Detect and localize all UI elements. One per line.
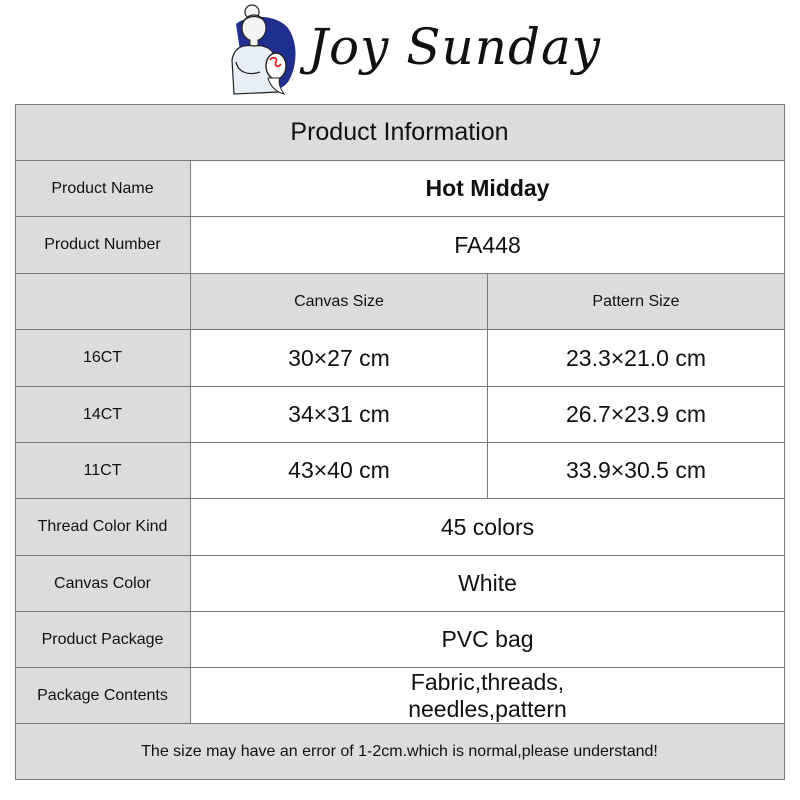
- product-package-label: Product Package: [41, 630, 164, 648]
- table-title-cell: [15, 104, 785, 161]
- thread-color-kind-value-cell: [191, 499, 785, 556]
- product-number-label: Product Number: [44, 236, 161, 253]
- brand-name: Joy Sunday: [308, 18, 602, 76]
- size-row-16ct-canvas-cell: [191, 330, 488, 387]
- thread-color-kind-label: Thread Color Kind: [37, 518, 168, 535]
- product-package-label-cell: [15, 612, 191, 668]
- product-number-value-cell: [191, 217, 785, 274]
- embroidering-woman-logo-icon: [218, 2, 300, 98]
- size-row-14ct-label-cell: [15, 387, 191, 443]
- canvas-size-header: Canvas Size: [294, 292, 384, 310]
- size-row-pattern: 23.3×21.0 cm: [565, 344, 706, 371]
- product-number-value: FA448: [454, 231, 521, 258]
- size-row-canvas: 34×31 cm: [288, 401, 390, 427]
- size-row-pattern: 26.7×23.9 cm: [565, 401, 706, 427]
- product-package-value-cell: [191, 612, 785, 668]
- canvas-color-label-cell: [15, 556, 191, 612]
- product-name-label-cell: [15, 161, 191, 217]
- size-row-11ct-label-cell: [15, 443, 191, 499]
- product-name-value-cell: [191, 161, 785, 217]
- size-header-blank-cell: [15, 274, 191, 330]
- size-row-14ct-pattern-cell: [488, 387, 785, 443]
- canvas-color-value-cell: [191, 556, 785, 612]
- package-contents-line: needles,pattern: [408, 695, 567, 722]
- size-row-11ct-pattern-cell: [488, 443, 785, 499]
- product-number-label-cell: [15, 217, 191, 274]
- package-contents-label-cell: [15, 668, 191, 724]
- brand-header: [0, 0, 800, 100]
- product-name-label: Product Name: [51, 179, 154, 197]
- package-contents-label: Package Contents: [37, 686, 168, 704]
- product-package-value: PVC bag: [441, 626, 534, 652]
- thread-color-kind-value: 45 colors: [440, 513, 535, 540]
- package-contents-line: Fabric,threads,: [410, 668, 565, 695]
- size-row-count: 16CT: [82, 349, 123, 366]
- size-row-canvas: 30×27 cm: [288, 344, 390, 371]
- size-error-note-cell: [15, 724, 785, 780]
- size-row-count: 14CT: [82, 405, 123, 423]
- table-title: Product Information: [290, 117, 509, 146]
- size-row-11ct-canvas-cell: [191, 443, 488, 499]
- pattern-size-header: Pattern Size: [592, 292, 680, 310]
- size-row-canvas: 43×40 cm: [288, 457, 390, 483]
- package-contents-value-cell: [191, 668, 785, 724]
- product-information-table: [15, 104, 785, 780]
- size-row-14ct-canvas-cell: [191, 387, 488, 443]
- canvas-color-value: White: [458, 570, 517, 596]
- size-row-16ct-label-cell: [15, 330, 191, 387]
- product-name-value: Hot Midday: [425, 175, 550, 201]
- size-row-16ct-pattern-cell: [488, 330, 785, 387]
- pattern-size-header-cell: [488, 274, 785, 330]
- canvas-color-label: Canvas Color: [54, 574, 151, 592]
- size-row-pattern: 33.9×30.5 cm: [565, 457, 706, 483]
- size-error-note: The size may have an error of 1-2cm.which is normal,please understand!: [141, 742, 658, 760]
- size-row-count: 11CT: [83, 461, 122, 479]
- canvas-size-header-cell: [191, 274, 488, 330]
- thread-color-kind-label-cell: [15, 499, 191, 556]
